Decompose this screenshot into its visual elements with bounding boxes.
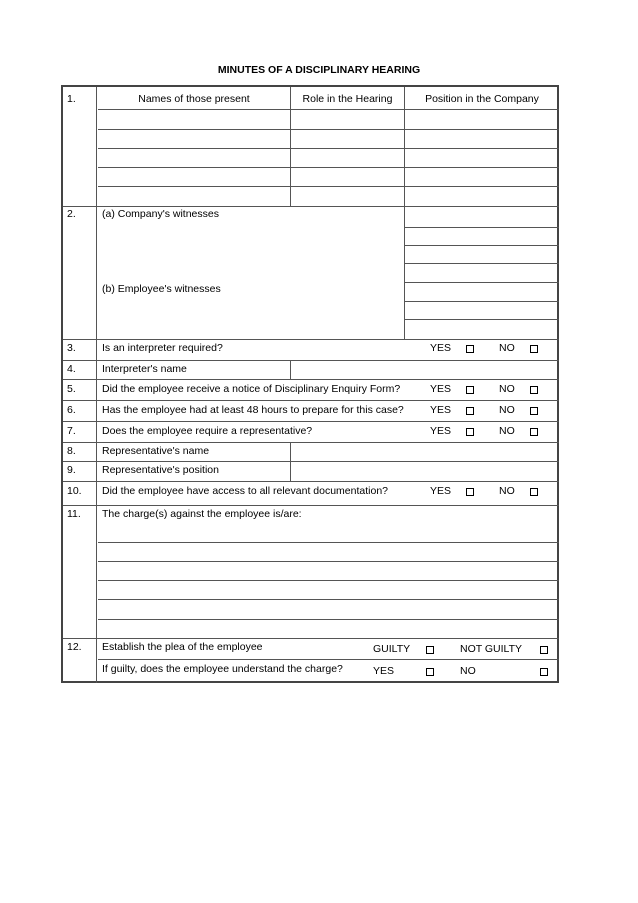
question-48-hours: Has the employee had at least 48 hours to prepare for this case? — [102, 404, 404, 416]
interpreter-name-label: Interpreter's name — [102, 363, 187, 375]
yes-label: YES — [430, 425, 452, 437]
question-representative-required: Does the employee require a representative? — [102, 425, 313, 437]
no-label: NO — [499, 383, 515, 395]
representative-position-label: Representative's position — [102, 464, 219, 476]
question-interpreter-required: Is an interpreter required? — [102, 342, 223, 354]
row-number: 10. — [67, 485, 82, 497]
no-checkbox[interactable] — [530, 345, 538, 353]
yes-label: YES — [430, 383, 452, 395]
column-header-role: Role in the Hearing — [302, 93, 393, 105]
row-number: 7. — [67, 425, 76, 437]
section-number: 12. — [67, 641, 82, 653]
no-checkbox[interactable] — [530, 407, 538, 415]
row-number: 9. — [67, 464, 76, 476]
section-number: 11. — [67, 508, 81, 520]
yes-checkbox[interactable] — [466, 488, 474, 496]
no-label: NO — [499, 404, 515, 416]
guilty-label: GUILTY — [373, 643, 411, 655]
column-header-position: Position in the Company — [425, 93, 539, 105]
guilty-checkbox[interactable] — [426, 646, 434, 654]
yes-checkbox[interactable] — [426, 668, 434, 676]
question-notice-received: Did the employee receive a notice of Disciplinary Enquiry Form? — [102, 383, 401, 395]
row-number: 5. — [67, 383, 76, 395]
section-number: 2. — [67, 208, 76, 220]
column-header-names: Names of those present — [138, 93, 250, 105]
plea-label: Establish the plea of the employee — [102, 641, 263, 653]
yes-checkbox[interactable] — [466, 428, 474, 436]
row-number: 8. — [67, 445, 76, 457]
no-checkbox[interactable] — [530, 428, 538, 436]
company-witnesses-label: (a) Company's witnesses — [102, 208, 219, 220]
yes-label: YES — [430, 404, 452, 416]
row-number: 3. — [67, 342, 76, 354]
yes-checkbox[interactable] — [466, 345, 474, 353]
not-guilty-checkbox[interactable] — [540, 646, 548, 654]
no-checkbox[interactable] — [530, 386, 538, 394]
yes-checkbox[interactable] — [466, 386, 474, 394]
hearing-form — [61, 85, 559, 683]
no-label: NO — [499, 485, 515, 497]
no-label: NO — [460, 665, 476, 677]
section-number: 1. — [67, 93, 76, 105]
no-label: NO — [499, 425, 515, 437]
representative-name-label: Representative's name — [102, 445, 210, 457]
understand-charge-label: If guilty, does the employee understand the charge? — [102, 663, 343, 675]
no-label: NO — [499, 342, 515, 354]
yes-label: YES — [430, 485, 452, 497]
yes-label: YES — [430, 342, 452, 354]
row-number: 6. — [67, 404, 76, 416]
row-number: 4. — [67, 363, 76, 375]
yes-label: YES — [373, 665, 395, 677]
no-checkbox[interactable] — [540, 668, 548, 676]
not-guilty-label: NOT GUILTY — [460, 643, 523, 655]
employee-witnesses-label: (b) Employee's witnesses — [102, 283, 221, 295]
question-documentation-access: Did the employee have access to all relevant documentation? — [102, 485, 389, 497]
no-checkbox[interactable] — [530, 488, 538, 496]
page-title: MINUTES OF A DISCIPLINARY HEARING — [217, 64, 421, 76]
charges-label: The charge(s) against the employee is/are: — [102, 508, 302, 520]
yes-checkbox[interactable] — [466, 407, 474, 415]
